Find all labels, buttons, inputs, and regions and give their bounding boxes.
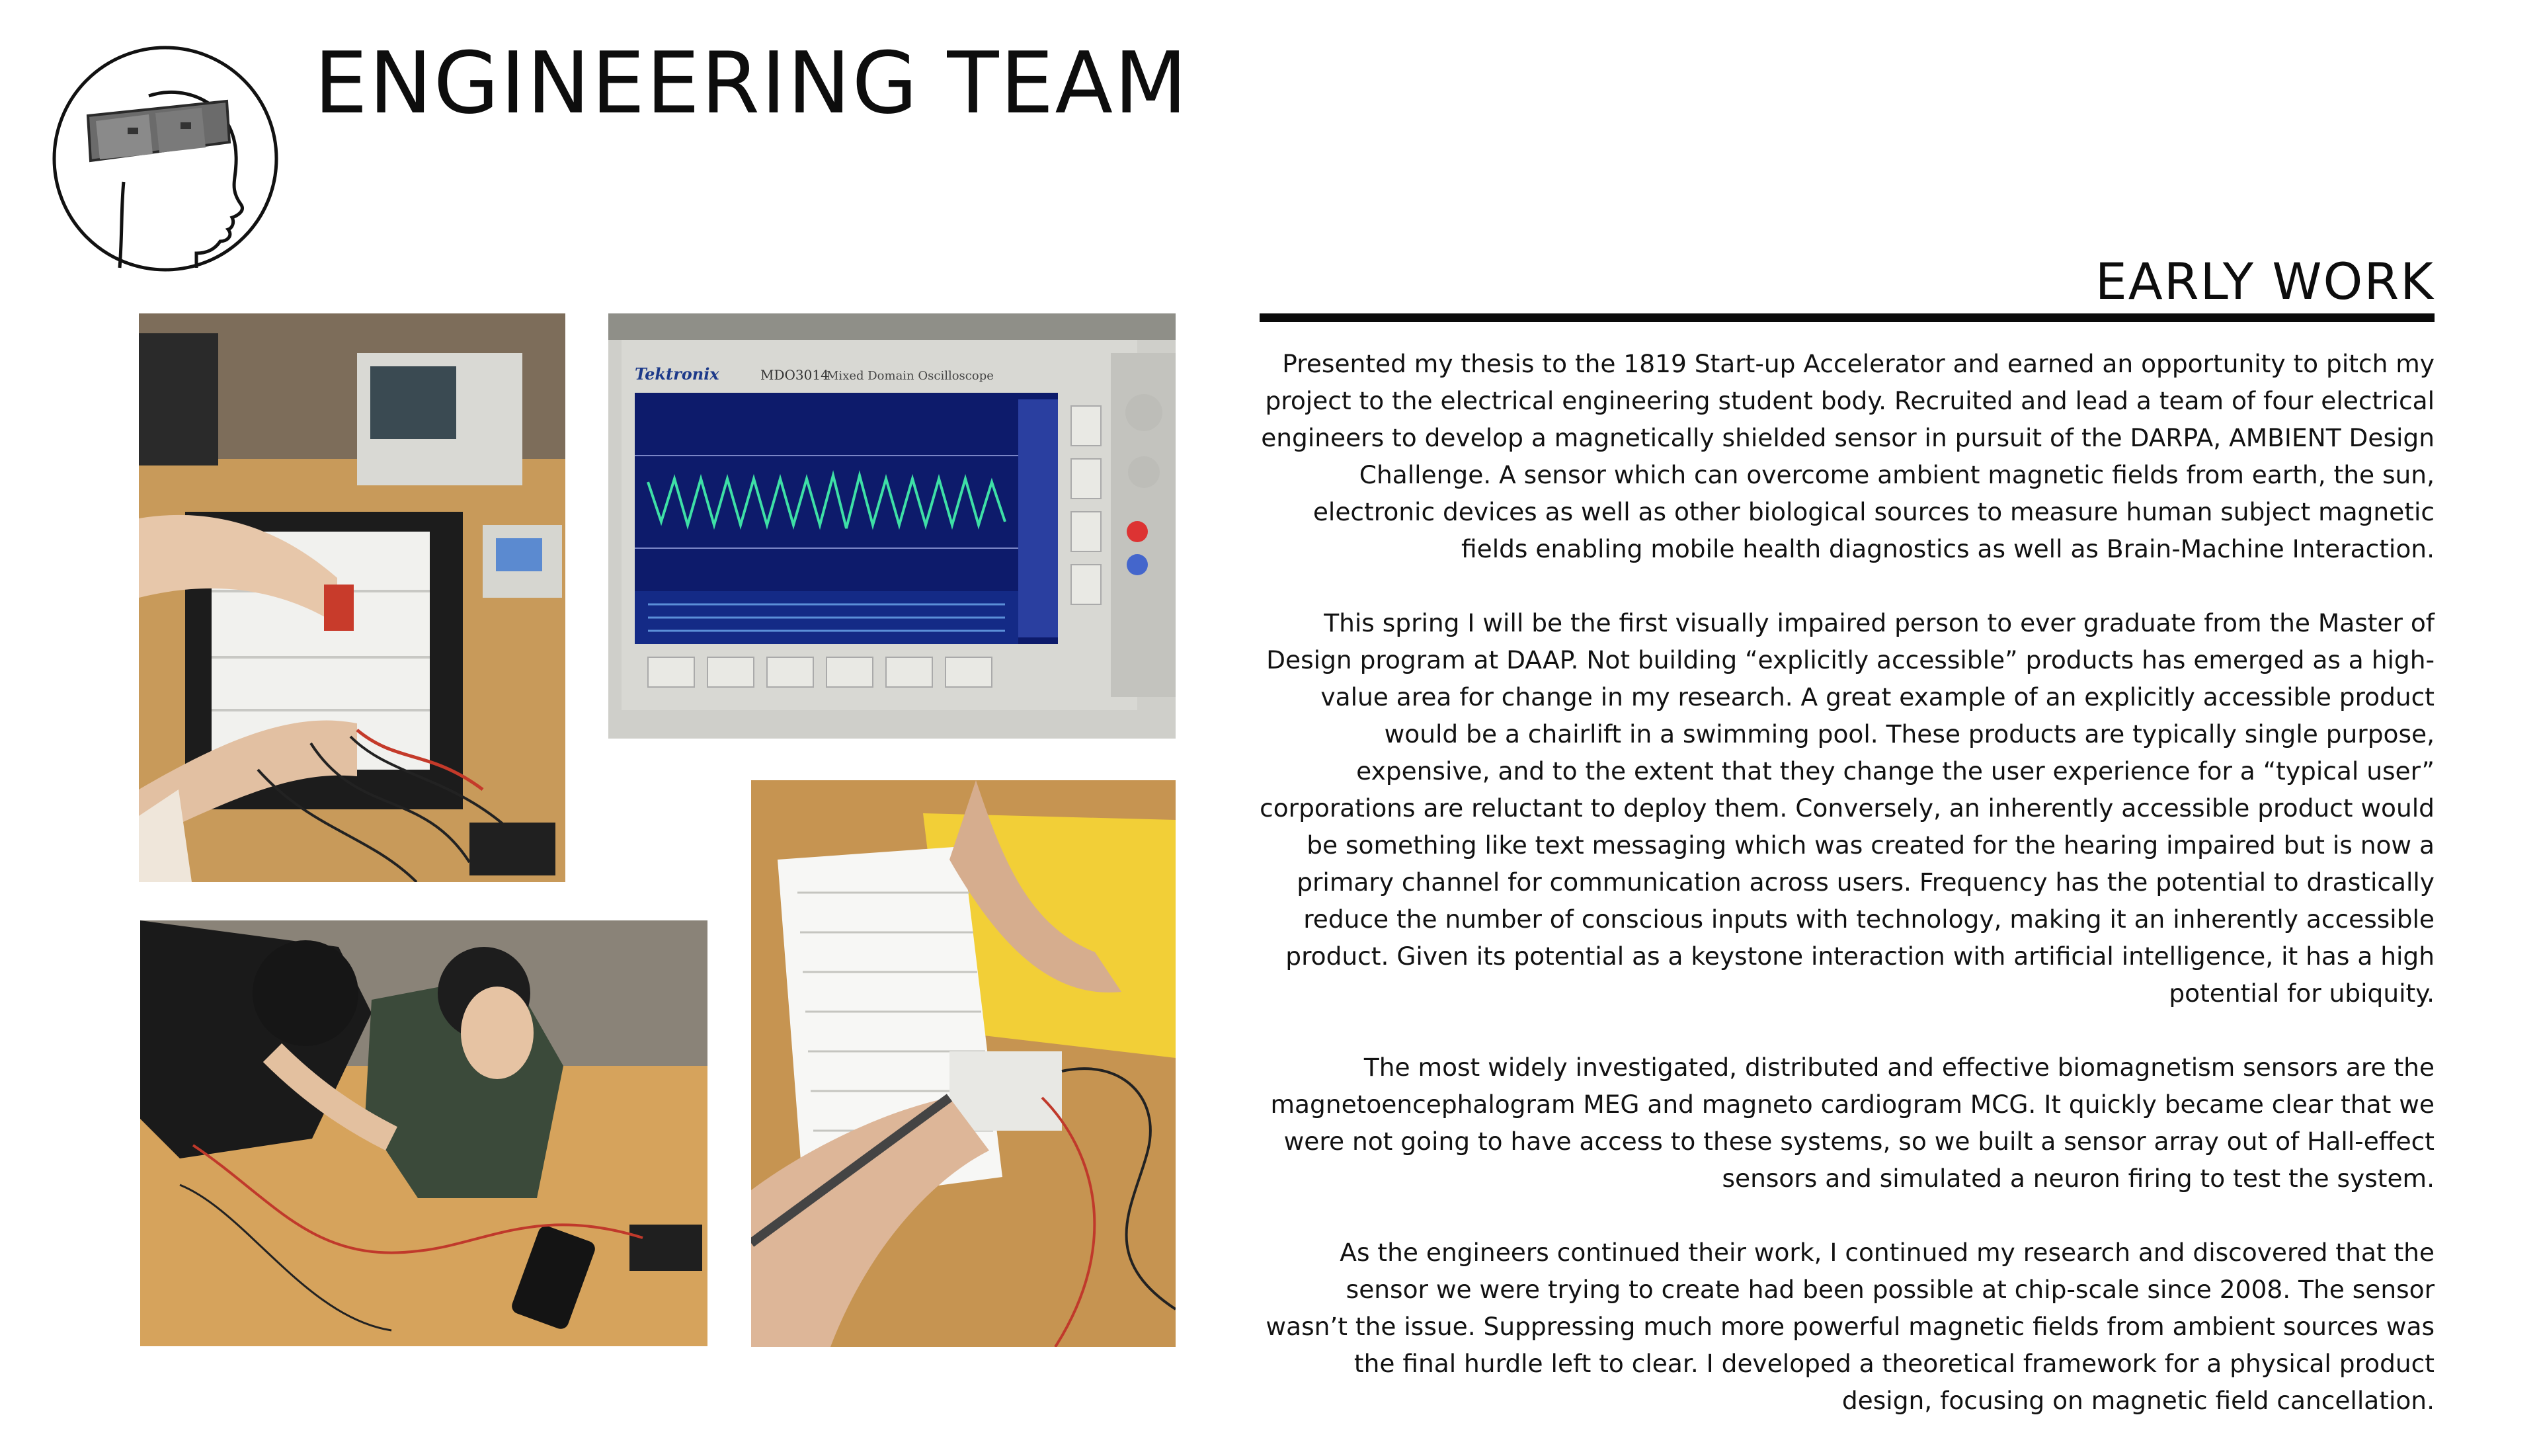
body-text	[1260, 345, 2435, 1456]
page-title: ENGINEERING TEAM	[314, 34, 1189, 133]
oscilloscope-model: MDO3014	[760, 367, 829, 383]
paragraph: Presented my thesis to the 1819 Start-up Accelerator and earned an opportunity to pitch my project to the electrical engineering student body. Recruited and lead a team of four electrical engineers to develop a magnetically shielded sensor in pursuit of the DARPA, AMBIENT Design Challenge. A sensor which can overcome ambient magnetic fields from earth, the sun, electronic devices as well as other biological sources to measure human subject magnetic fields enabling mobile health diagnostics as well as Brain-Machine Interaction.	[1261, 349, 2435, 563]
oscilloscope-brand: Tektronix	[635, 364, 719, 384]
paragraph: As the engineers continued their work, I continued my research and discovered that the sensor we were trying to create had been possible at chip-scale since 2008. The sensor wasn’t the issue. Suppressing much more powerful magnetic fields from ambient sources was the final hurdle left to clear. I developed a theoretical framework for a physical product design, focusing on magnetic field cancellation.	[1266, 1238, 2435, 1415]
photo-oscilloscope	[608, 313, 1176, 739]
oscilloscope-model-desc: Mixed Domain Oscilloscope	[826, 369, 994, 383]
head-with-sensor-band-icon	[50, 43, 281, 274]
section-title: EARLY WORK	[2095, 252, 2435, 311]
photo-students-working	[140, 920, 707, 1346]
paragraph: This spring I will be the first visually impaired person to ever graduate from the Master of Design program at DAAP. Not building “explicitly accessible” products has emerged as a high-value area for change in my research. A great example of an explicitly accessible product would be a chairlift in a swimming pool. These products are typically single purpose, expensive, and to the extent that they change the user experience for a “typical user” corporations are reluctant to deploy them. Conversely, an inherently accessible product would be something like text messaging which was created for the hearing impaired but is now a primary channel for communication across users. Frequency has the potential to drastically reduce the number of conscious inputs with technology, making it an inherently accessible product. Given its potential as a keystone interaction with artificial intelligence, it has a high potential for ubiquity.	[1260, 608, 2435, 1008]
photo-breadboard-bench	[139, 313, 565, 882]
photo-sensor-array	[751, 780, 1176, 1347]
paragraph: The most widely investigated, distributed and effective biomagnetism sensors are the magnetoencephalogram MEG and magneto cardiogram MCG. It quickly became clear that we were not going to have access to these systems, so we built a sensor array out of Hall-effect sensors and simulated a neuron firing to test the system.	[1270, 1053, 2435, 1193]
section-divider	[1260, 313, 2435, 322]
